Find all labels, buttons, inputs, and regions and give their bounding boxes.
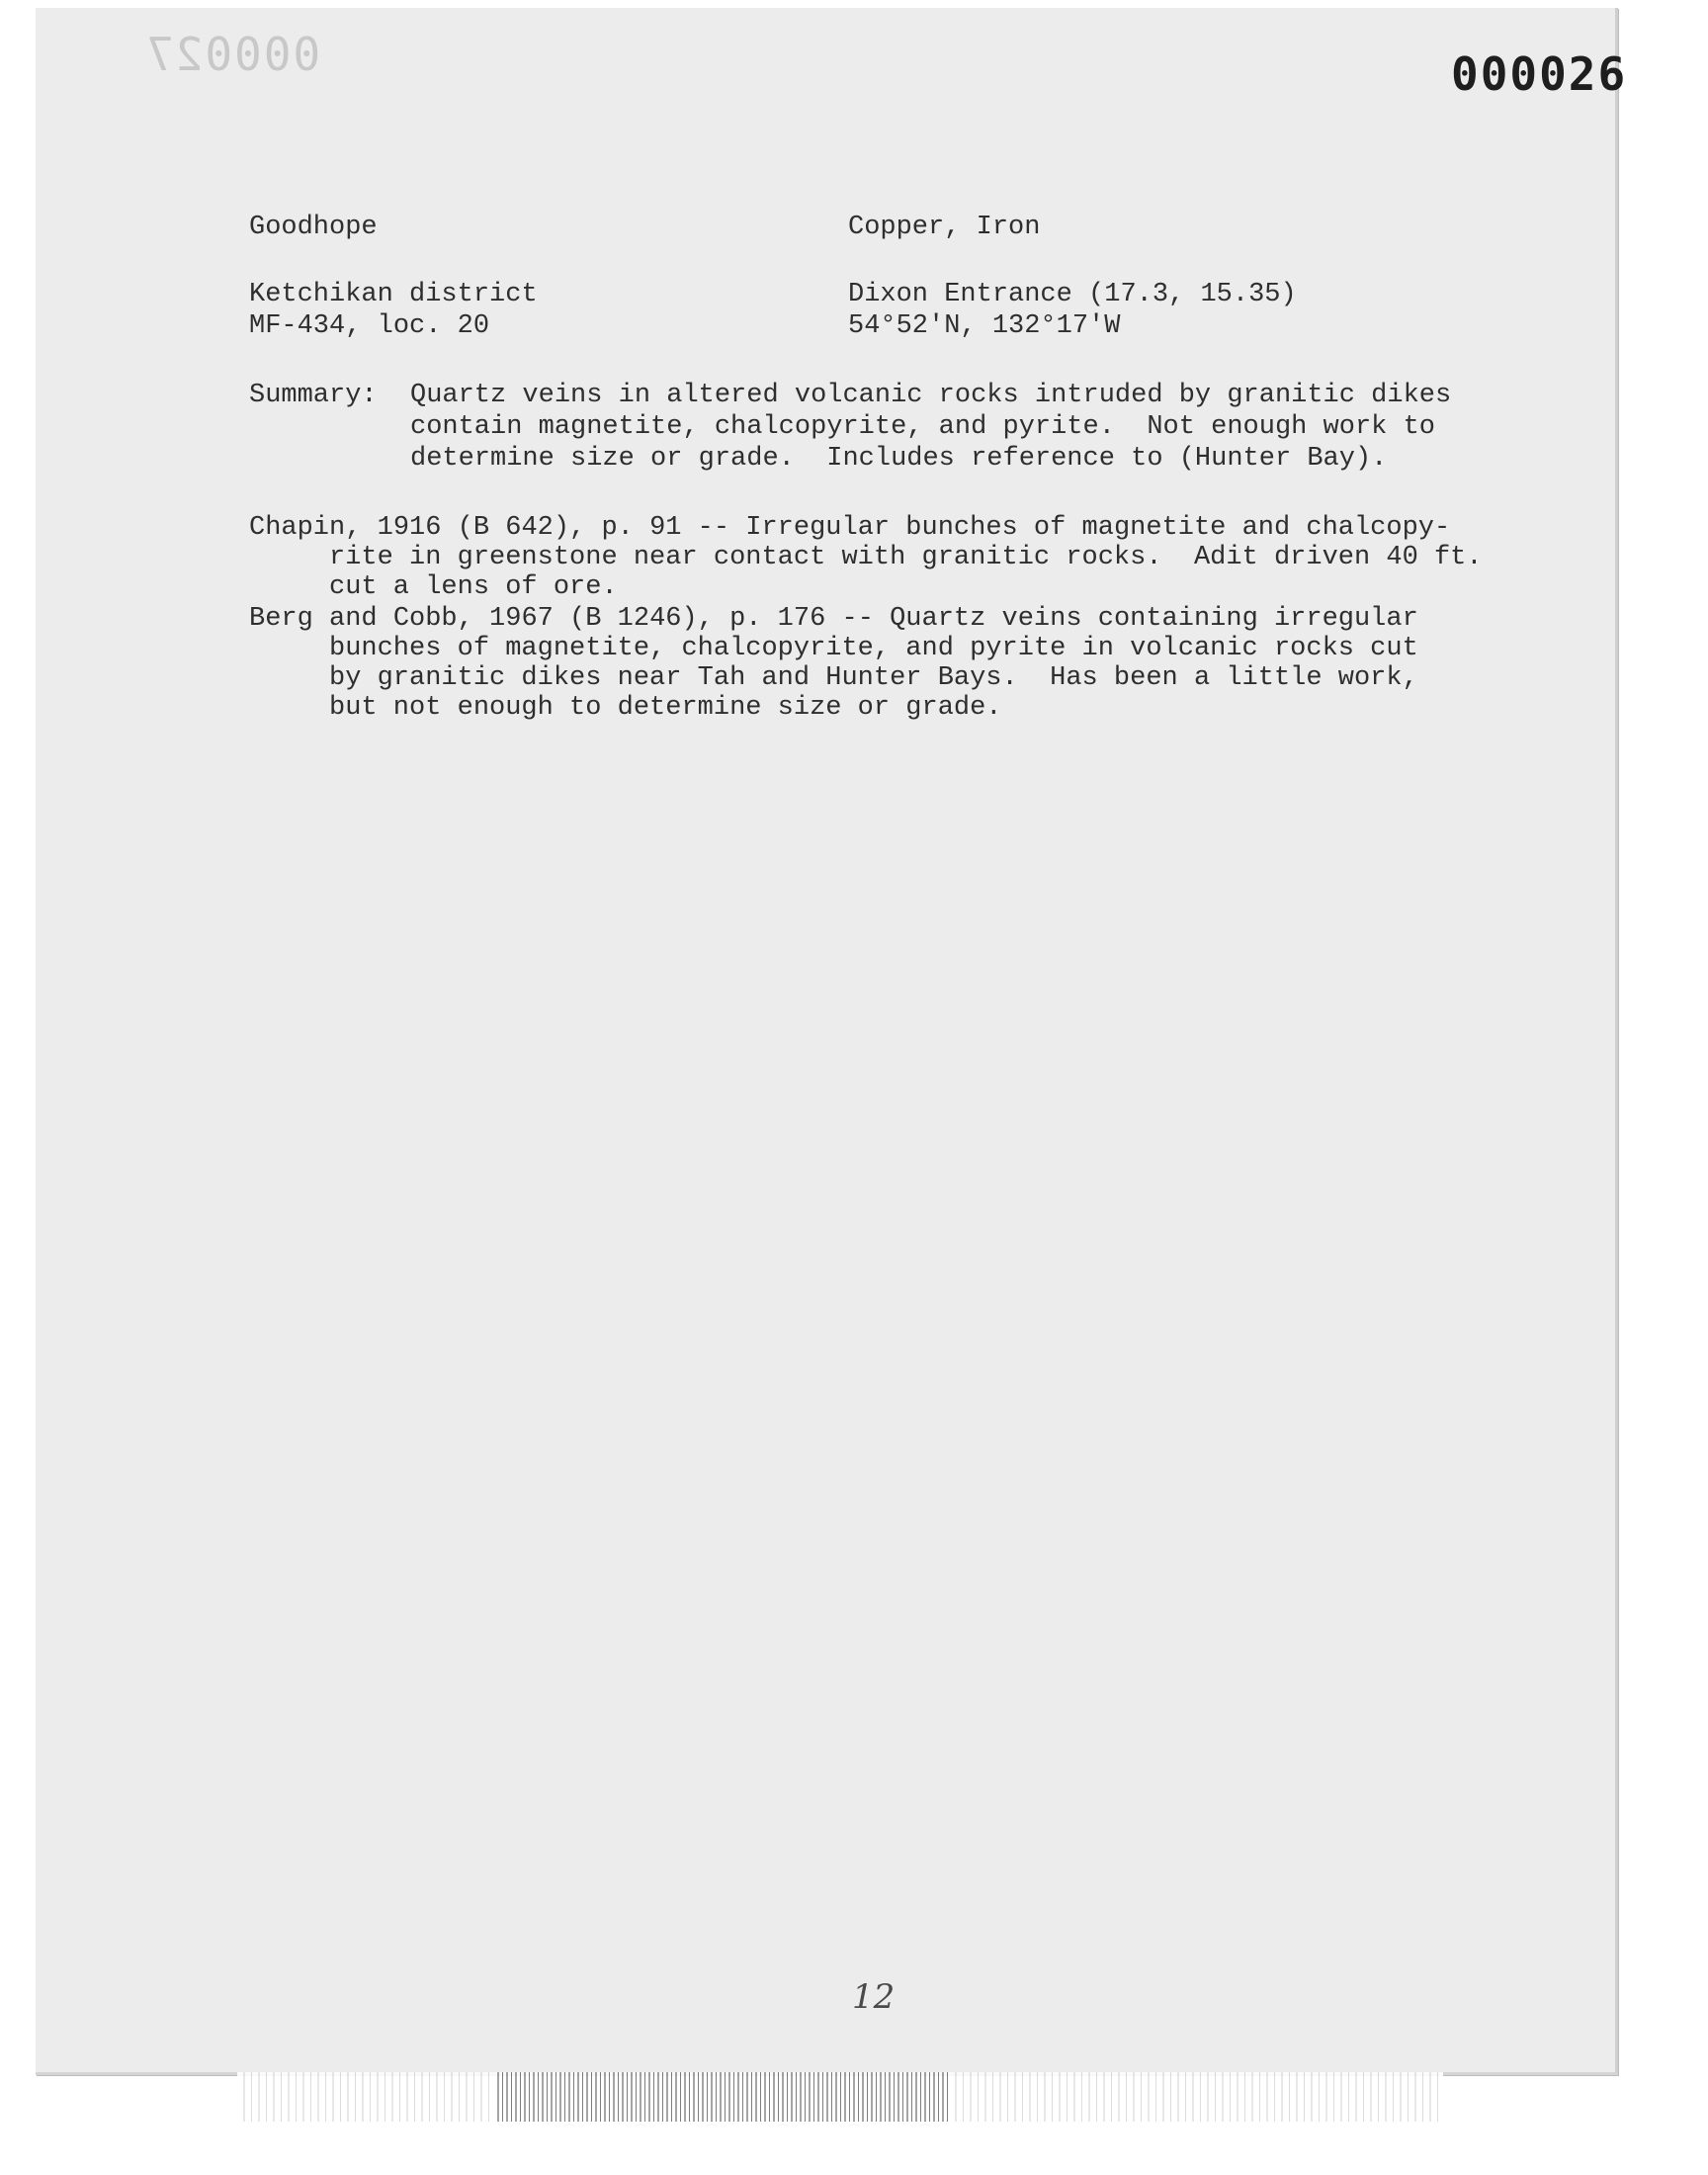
summary-line: contain magnetite, chalcopyrite, and pyrite. Not enough work to bbox=[410, 412, 1435, 442]
reference-line: Chapin, 1916 (B 642), p. 91 -- Irregular bunches of magnetite and chalcopy- bbox=[249, 513, 1451, 543]
scan-artifact-strip bbox=[237, 2072, 1443, 2122]
summary-line: determine size or grade. Includes reference to (Hunter Bay). bbox=[410, 444, 1388, 474]
handwritten-page-number: 12 bbox=[852, 1977, 896, 2017]
reference-line: Berg and Cobb, 1967 (B 1246), p. 176 -- Quartz veins containing irregular bbox=[249, 604, 1418, 634]
reference-line: but not enough to determine size or grade. bbox=[329, 693, 1002, 723]
district: Ketchikan district bbox=[249, 280, 538, 309]
reference-line: cut a lens of ore. bbox=[329, 572, 618, 602]
document-page bbox=[36, 8, 1628, 2075]
reference-line: bunches of magnetite, chalcopyrite, and pyrite in volcanic rocks cut bbox=[329, 634, 1418, 663]
reference-line: by granitic dikes near Tah and Hunter Bays. Has been a little work, bbox=[329, 663, 1418, 693]
scan-artifact-dark bbox=[494, 2072, 949, 2122]
map-reference: MF-434, loc. 20 bbox=[249, 311, 490, 341]
summary-label: Summary: bbox=[249, 381, 378, 410]
reference-line: rite in greenstone near contact with granitic rocks. Adit driven 40 ft. bbox=[329, 543, 1483, 572]
bleed-through-number: 000027 bbox=[144, 28, 321, 81]
deposit-name: Goodhope bbox=[249, 213, 378, 242]
page-number: 000026 bbox=[1451, 47, 1628, 101]
quadrangle: Dixon Entrance (17.3, 15.35) bbox=[848, 280, 1297, 309]
summary-line: Quartz veins in altered volcanic rocks intruded by granitic dikes bbox=[410, 381, 1452, 410]
commodities: Copper, Iron bbox=[848, 213, 1041, 242]
coordinates: 54°52'N, 132°17'W bbox=[848, 311, 1121, 341]
